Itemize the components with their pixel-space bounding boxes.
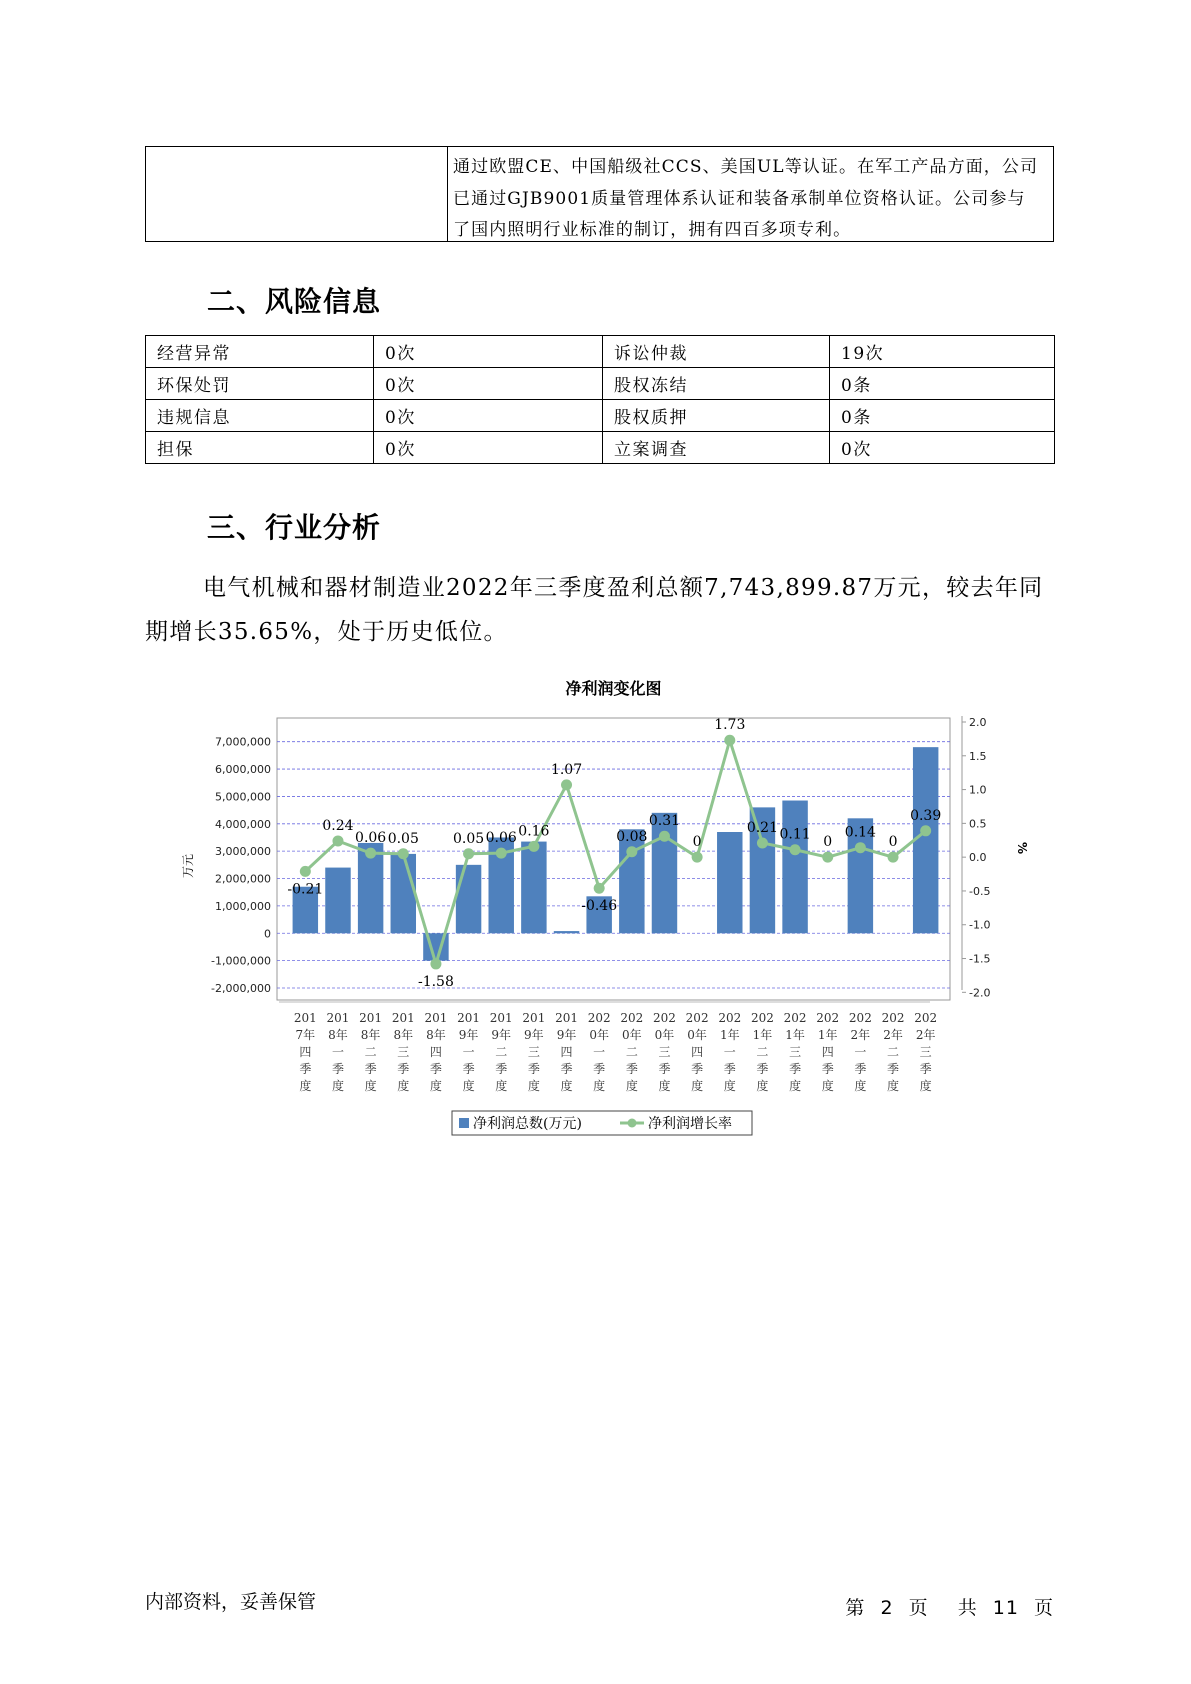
data-label: 0.06 xyxy=(485,830,517,847)
category-label: 201 xyxy=(522,1011,546,1025)
bar xyxy=(325,868,350,934)
category-label: 度 xyxy=(331,1079,344,1093)
net-profit-chart xyxy=(180,679,1029,1140)
category-label: 201 xyxy=(293,1011,317,1025)
category-label: 202 xyxy=(783,1011,807,1025)
category-label: 1年 xyxy=(752,1028,773,1042)
category-label: 四 xyxy=(821,1045,834,1059)
bar xyxy=(521,842,546,934)
category-label: 201 xyxy=(457,1011,481,1025)
right-tick-label: 0.5 xyxy=(969,817,987,831)
right-tick-label: -0.5 xyxy=(969,884,991,898)
left-tick-label: 1,000,000 xyxy=(215,899,271,913)
left-tick-label: 5,000,000 xyxy=(215,790,271,804)
category-label: 9年 xyxy=(524,1028,544,1042)
category-label: 季 xyxy=(429,1062,442,1076)
category-label: 季 xyxy=(887,1062,900,1076)
category-label: 季 xyxy=(723,1062,736,1076)
category-label: 2年 xyxy=(883,1028,903,1042)
data-label: 0.24 xyxy=(322,817,354,834)
intro-line: 已通过GJB9001质量管理体系认证和装备承制单位资格认证。公司参与 xyxy=(453,188,1026,209)
category-label: 度 xyxy=(495,1079,508,1093)
category-label: 一 xyxy=(331,1045,344,1059)
risk-value: 0次 xyxy=(374,336,603,368)
category-label: 202 xyxy=(685,1011,709,1025)
growth-point xyxy=(920,825,931,836)
left-axis-label: 万元 xyxy=(181,853,195,879)
right-axis-label: % xyxy=(1015,841,1029,855)
category-label: 度 xyxy=(560,1079,573,1093)
risk-value: 0条 xyxy=(830,400,1055,432)
intro-right-cell xyxy=(449,147,1053,241)
category-label: 季 xyxy=(919,1062,932,1076)
risk-value: 0条 xyxy=(830,368,1055,400)
left-tick-label: -2,000,000 xyxy=(211,982,271,995)
growth-point xyxy=(855,842,866,853)
category-label: 度 xyxy=(625,1079,638,1093)
category-label: 0年 xyxy=(687,1028,707,1042)
risk-section-title: 二、风险信息 xyxy=(207,285,382,318)
category-label: 度 xyxy=(364,1079,377,1093)
table-row xyxy=(146,368,1055,400)
right-tick-label: -2.0 xyxy=(969,986,991,1000)
category-label: 三 xyxy=(919,1045,932,1059)
footer-page-number xyxy=(845,1593,1054,1620)
risk-value: 0次 xyxy=(374,368,603,400)
right-tick-label: 1.5 xyxy=(969,749,987,763)
right-tick-label: 2.0 xyxy=(969,716,987,729)
category-label: 度 xyxy=(527,1079,540,1093)
category-label: 一 xyxy=(854,1045,867,1059)
data-label: 0.05 xyxy=(452,830,485,847)
risk-label: 担保 xyxy=(146,432,374,464)
growth-point xyxy=(300,866,311,877)
category-label: 季 xyxy=(495,1062,508,1076)
category-label: 202 xyxy=(848,1011,872,1025)
industry-paragraph: 电气机械和器材制造业2022年三季度盈利总额7,743,899.87万元，较去年同期增长35.65%，处于历史低位。 xyxy=(145,575,1044,645)
category-label: 1年 xyxy=(785,1028,805,1042)
category-label: 季 xyxy=(854,1062,867,1076)
data-label: 1.73 xyxy=(714,717,746,734)
data-label: -0.46 xyxy=(581,898,618,915)
growth-point xyxy=(594,883,605,894)
table-row xyxy=(146,336,1055,368)
category-label: 季 xyxy=(527,1062,540,1076)
data-label: -1.58 xyxy=(417,973,454,990)
left-tick-label: -1,000,000 xyxy=(211,954,271,968)
left-tick-label: 4,000,000 xyxy=(215,817,271,831)
category-label: 202 xyxy=(718,1011,742,1025)
category-label: 度 xyxy=(593,1079,606,1093)
category-label: 8年 xyxy=(360,1028,381,1042)
category-label: 三 xyxy=(527,1045,540,1059)
category-label: 度 xyxy=(723,1079,736,1093)
category-label: 201 xyxy=(391,1011,415,1025)
left-tick-label: 0 xyxy=(264,927,271,941)
category-label: 度 xyxy=(429,1079,442,1093)
data-label: 0.31 xyxy=(648,813,681,830)
page-total: 11 xyxy=(992,1597,1019,1619)
category-label: 三 xyxy=(789,1045,802,1059)
bar xyxy=(391,854,416,933)
risk-value: 0次 xyxy=(830,432,1055,464)
chart-title: 净利润变化图 xyxy=(565,679,662,698)
page-prefix: 第 xyxy=(845,1597,866,1619)
risk-label: 违规信息 xyxy=(146,400,374,432)
data-label: 1.07 xyxy=(550,761,583,778)
data-label: 0 xyxy=(823,834,833,851)
industry-section-title: 三、行业分析 xyxy=(207,511,382,544)
chart-svg xyxy=(180,679,1029,1140)
page-current: 2 xyxy=(880,1597,894,1619)
right-tick-label: 1.0 xyxy=(969,783,987,797)
category-label: 二 xyxy=(887,1045,900,1059)
category-label: 2年 xyxy=(915,1028,936,1042)
category-label: 201 xyxy=(489,1011,513,1025)
growth-point xyxy=(332,835,343,846)
category-label: 度 xyxy=(397,1079,410,1093)
growth-point xyxy=(790,844,801,855)
category-label: 度 xyxy=(658,1079,671,1093)
category-label: 二 xyxy=(495,1045,508,1059)
category-label: 度 xyxy=(299,1079,312,1093)
category-label: 二 xyxy=(625,1045,638,1059)
risk-label: 股权质押 xyxy=(603,400,830,432)
category-label: 度 xyxy=(691,1079,704,1093)
growth-point xyxy=(398,848,409,859)
page-suffix: 页 xyxy=(1033,1597,1054,1619)
category-label: 三 xyxy=(658,1045,671,1059)
data-label: 0.11 xyxy=(779,826,811,843)
page-mid: 页 xyxy=(908,1597,929,1619)
growth-point xyxy=(365,848,376,859)
left-tick-label: 6,000,000 xyxy=(215,763,271,777)
growth-point xyxy=(659,831,670,842)
risk-label: 立案调查 xyxy=(603,432,830,464)
category-label: 0年 xyxy=(654,1028,675,1042)
intro-line: 了国内照明行业标准的制订，拥有四百多项专利。 xyxy=(453,220,852,240)
legend-line-label: 净利润增长率 xyxy=(648,1116,732,1132)
category-label: 季 xyxy=(691,1062,704,1076)
growth-point xyxy=(724,735,735,746)
data-label: 0.14 xyxy=(844,824,876,841)
right-tick-label: -1.0 xyxy=(969,918,991,932)
page-total-prefix: 共 xyxy=(957,1597,978,1619)
data-label: 0.06 xyxy=(355,830,387,847)
growth-point xyxy=(822,852,833,863)
category-label: 201 xyxy=(326,1011,350,1025)
category-label: 201 xyxy=(555,1011,578,1025)
risk-table xyxy=(145,335,1055,464)
category-label: 季 xyxy=(593,1062,606,1076)
category-label: 四 xyxy=(691,1045,704,1059)
category-label: 季 xyxy=(756,1062,769,1076)
legend-bar-swatch xyxy=(459,1118,469,1128)
table-row xyxy=(146,432,1055,464)
category-label: 0年 xyxy=(622,1028,642,1042)
category-label: 度 xyxy=(821,1079,834,1093)
category-label: 8年 xyxy=(426,1028,446,1042)
bar xyxy=(456,865,481,933)
bar xyxy=(717,832,742,933)
risk-label: 环保处罚 xyxy=(146,368,374,400)
category-label: 季 xyxy=(462,1062,475,1076)
category-label: 201 xyxy=(424,1011,448,1025)
left-tick-label: 7,000,000 xyxy=(215,735,271,749)
intro-left-cell xyxy=(146,147,448,241)
category-label: 三 xyxy=(397,1045,410,1059)
risk-value: 0次 xyxy=(374,400,603,432)
category-label: 202 xyxy=(587,1011,611,1025)
category-label: 9年 xyxy=(458,1028,479,1042)
category-label: 1年 xyxy=(719,1028,740,1042)
category-label: 二 xyxy=(364,1045,377,1059)
growth-point xyxy=(463,848,474,859)
category-label: 8年 xyxy=(393,1028,414,1042)
growth-point xyxy=(626,846,637,857)
table-row xyxy=(146,400,1055,432)
data-label: -0.21 xyxy=(287,881,324,898)
category-label: 202 xyxy=(914,1011,938,1025)
left-tick-label: 2,000,000 xyxy=(215,872,271,886)
category-label: 季 xyxy=(299,1062,312,1076)
category-label: 0年 xyxy=(589,1028,609,1042)
category-label: 度 xyxy=(756,1079,769,1093)
category-label: 季 xyxy=(789,1062,802,1076)
legend-bar-label: 净利润总数(万元) xyxy=(473,1116,582,1132)
category-label: 四 xyxy=(560,1045,573,1059)
category-label: 季 xyxy=(821,1062,834,1076)
data-label: 0.05 xyxy=(387,830,419,847)
category-label: 9年 xyxy=(491,1028,512,1042)
right-tick-label: -1.5 xyxy=(969,952,991,966)
category-label: 度 xyxy=(789,1079,802,1093)
risk-value: 0次 xyxy=(374,432,603,464)
category-label: 202 xyxy=(653,1011,676,1025)
category-label: 一 xyxy=(593,1045,606,1059)
left-tick-label: 3,000,000 xyxy=(215,845,271,859)
data-label: 0.39 xyxy=(910,807,942,824)
growth-point xyxy=(888,852,899,863)
bar xyxy=(619,829,644,933)
category-label: 季 xyxy=(625,1062,638,1076)
risk-label: 诉讼仲裁 xyxy=(603,336,830,368)
growth-point xyxy=(528,841,539,852)
category-label: 度 xyxy=(462,1079,475,1093)
risk-value: 19次 xyxy=(830,336,1055,368)
category-label: 一 xyxy=(723,1045,736,1059)
category-label: 季 xyxy=(364,1062,377,1076)
category-label: 7年 xyxy=(295,1028,316,1042)
category-label: 201 xyxy=(359,1011,383,1025)
category-label: 二 xyxy=(756,1045,769,1059)
category-label: 度 xyxy=(887,1079,900,1093)
data-label: 0 xyxy=(692,834,702,851)
category-label: 四 xyxy=(299,1045,312,1059)
category-label: 2年 xyxy=(850,1028,871,1042)
risk-label: 经营异常 xyxy=(146,336,374,368)
category-label: 季 xyxy=(331,1062,344,1076)
growth-point xyxy=(692,852,703,863)
category-label: 202 xyxy=(816,1011,840,1025)
category-label: 季 xyxy=(560,1062,573,1076)
legend-line-marker xyxy=(628,1119,637,1128)
footer-confidential: 内部资料，妥善保管 xyxy=(145,1591,317,1613)
category-label: 9年 xyxy=(556,1028,577,1042)
category-label: 202 xyxy=(620,1011,644,1025)
category-label: 1年 xyxy=(817,1028,838,1042)
category-label: 季 xyxy=(658,1062,671,1076)
bar xyxy=(782,801,807,934)
growth-point xyxy=(496,848,507,859)
category-label: 一 xyxy=(462,1045,475,1059)
intro-table xyxy=(145,146,1054,242)
data-label: 0.21 xyxy=(746,819,779,836)
category-label: 四 xyxy=(429,1045,442,1059)
growth-point xyxy=(561,779,572,790)
growth-point xyxy=(430,958,441,969)
bar xyxy=(554,931,579,933)
intro-line: 通过欧盟CE、中国船级社CCS、美国UL等认证。在军工产品方面，公司 xyxy=(453,157,1039,177)
category-label: 202 xyxy=(881,1011,905,1025)
category-label: 季 xyxy=(397,1062,410,1076)
growth-point xyxy=(757,837,768,848)
category-label: 度 xyxy=(854,1079,867,1093)
risk-label: 股权冻结 xyxy=(603,368,830,400)
category-label: 度 xyxy=(919,1079,932,1093)
category-label: 8年 xyxy=(328,1028,348,1042)
right-tick-label: 0.0 xyxy=(969,851,987,865)
data-label: 0 xyxy=(888,834,898,851)
data-label: 0.08 xyxy=(616,828,648,845)
category-label: 202 xyxy=(750,1011,774,1025)
bar xyxy=(913,747,938,933)
data-label: 0.16 xyxy=(518,823,550,840)
